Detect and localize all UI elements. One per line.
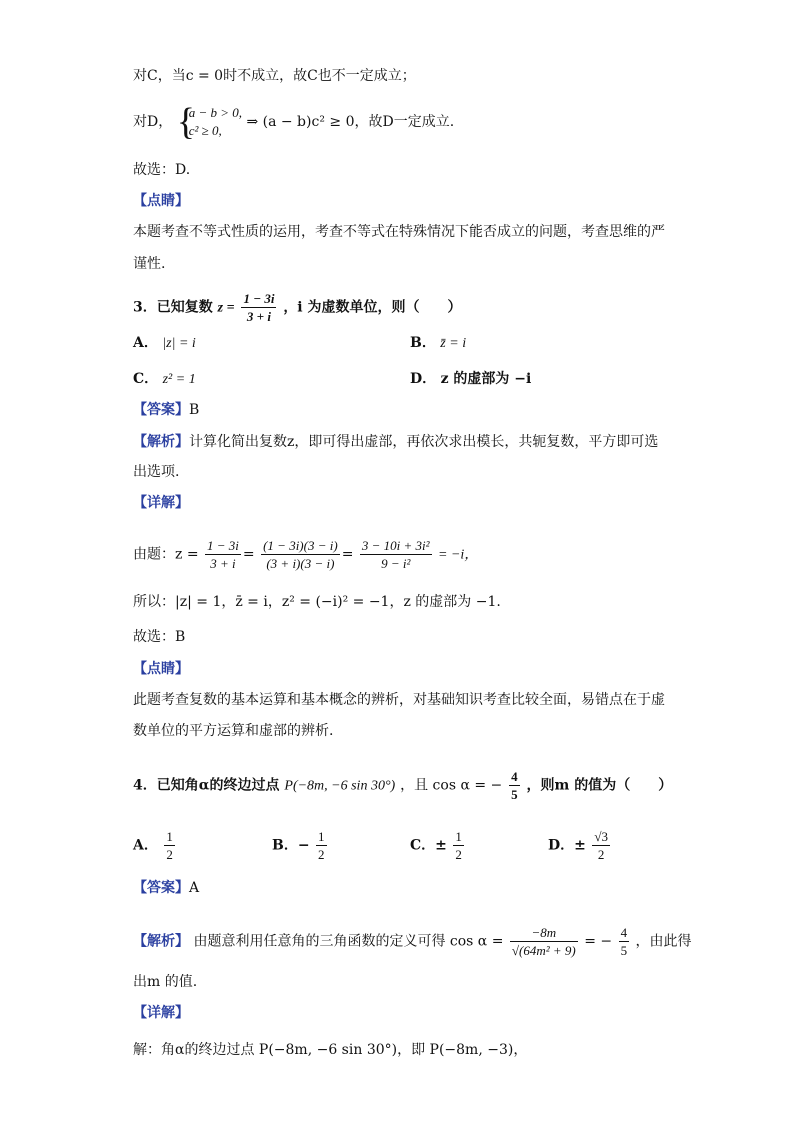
q3-tip-heading: 【点睛】 xyxy=(133,661,189,677)
q3-step1-frac-3 xyxy=(360,537,432,572)
q4-analysis-f1-num: −8m xyxy=(510,924,578,942)
q4-option-c-den: 2 xyxy=(455,847,462,862)
q3-option-c xyxy=(133,369,196,390)
inequality-system xyxy=(176,101,242,143)
q3-analysis-text-1: 计算化简出复数z，即可得出虚部，再依次求出模长，共轭复数，平方即可选 xyxy=(189,434,659,450)
q4-analysis-frac-2 xyxy=(619,924,630,959)
q3-step1-post: = −i， xyxy=(438,547,479,563)
q4-analysis-f2-den: 5 xyxy=(620,943,628,958)
q3-stem-post: ，i 为虚数单位，则（ ） xyxy=(283,299,462,316)
tip-text-2: 谨性. xyxy=(133,256,166,272)
q4-stem-fraction xyxy=(509,768,520,803)
d-prefix: 对D， xyxy=(133,114,173,130)
left-brace-icon: { xyxy=(176,101,195,143)
q4-stem-post: ，则m 的值为（ ） xyxy=(526,777,673,794)
q3-tip-2: 数单位的平方运算和虚部的辨析. xyxy=(133,723,334,739)
q4-option-b-label: B．− xyxy=(272,837,310,854)
q3-fraction xyxy=(241,290,276,325)
q3-frac-den: 3 + i xyxy=(246,309,271,324)
q3-tip-1: 此题考查复数的基本运算和基本概念的辨析，对基础知识考查比较全面，易错点在于虚 xyxy=(133,692,665,708)
d-conclusion: ⇒ (a − b)c² ≥ 0，故D一定成立. xyxy=(246,114,455,130)
q3-option-a-text: |z| = i xyxy=(162,336,196,351)
q3-option-c-label: C． xyxy=(133,371,159,387)
q4-option-b-den: 2 xyxy=(318,847,325,862)
tip-text-1: 本题考查不等式性质的运用，考查不等式在特殊情况下能否成立的问题，考查思维的严 xyxy=(133,224,665,240)
q3-step1-frac-2 xyxy=(261,537,340,572)
q3-option-a xyxy=(133,333,196,354)
q4-stem-frac-den: 5 xyxy=(511,787,518,802)
q3-step1-f1-den: 3 + i xyxy=(210,556,236,571)
q4-stem-pre: 4．已知角α的终边过点 xyxy=(133,777,280,794)
q3-answer xyxy=(133,400,199,420)
q4-option-a xyxy=(133,828,177,863)
q4-analysis-mid: = − xyxy=(584,933,613,950)
q3-frac-num: 1 − 3i xyxy=(243,291,275,306)
system-line-1: a − b > 0, xyxy=(188,105,242,120)
q4-analysis-frac-1 xyxy=(510,924,578,959)
q3-step1-f3-den: 9 − i² xyxy=(381,556,411,571)
q4-option-d xyxy=(548,828,612,863)
q3-option-d xyxy=(410,369,531,389)
q4-analysis-post: ，由此得 xyxy=(635,933,692,950)
q4-option-d-label: D．± xyxy=(548,837,586,854)
q4-option-c xyxy=(410,828,466,863)
q3-option-a-label: A． xyxy=(133,335,158,351)
q3-option-d-label: D． xyxy=(410,371,437,387)
q3-option-b-text: z̄ = i xyxy=(440,336,467,351)
q3-detail-heading: 【详解】 xyxy=(133,495,189,511)
q3-answer-tag: 【答案】 xyxy=(133,402,189,418)
q3-step1-pre: 由题：z = xyxy=(133,546,199,563)
q4-option-a-num: 1 xyxy=(166,829,173,844)
q4-option-c-num: 1 xyxy=(455,829,462,844)
q3-step-1: 由题：z = $\frac{1 - 3i}{3 + i}$ = $\frac{(1 - 3i)(3 - i)}{(3 + i)(3 - i)}$ = $\frac{\text{3 − 10i + 3i²}}{\text{9 − i²}}$ = −i， xyxy=(133,538,479,571)
q4-option-d-frac xyxy=(592,828,610,863)
q4-stem-mid: ，且 cos α = − xyxy=(400,777,503,794)
q3-option-c-text: z² = 1 xyxy=(162,372,196,387)
q4-option-d-num: √3 xyxy=(594,829,608,844)
q3-step1-f2-den: (3 + i)(3 − i) xyxy=(266,556,335,571)
q4-stem xyxy=(133,768,672,803)
q4-option-a-label: A． xyxy=(133,837,158,854)
choose-d: 故选：D. xyxy=(133,162,191,178)
text-line-d-holds xyxy=(133,101,455,143)
q4-answer-tag: 【答案】 xyxy=(133,880,189,896)
q3-analysis-1 xyxy=(133,432,658,452)
q3-analysis-2: 出选项. xyxy=(133,464,180,480)
q3-step1-f3-num: 3 − 10i + 3i² xyxy=(361,538,430,553)
q4-option-b-frac xyxy=(316,828,327,863)
q3-step1-f2-num: (1 − 3i)(3 − i) xyxy=(263,538,338,553)
q3-step1-f1-num: 1 − 3i xyxy=(207,538,239,553)
q4-answer xyxy=(133,878,199,898)
q4-analysis-2: 出m 的值. xyxy=(133,974,198,990)
q4-stem-point: P(−8m, −6 sin 30°) xyxy=(284,778,396,794)
q4-option-d-den: 2 xyxy=(597,847,605,862)
q4-option-b xyxy=(272,828,329,863)
q3-stem xyxy=(133,290,462,325)
q4-option-a-frac xyxy=(164,828,175,863)
q4-analysis-f2-num: 4 xyxy=(620,925,628,940)
q4-answer-value: A xyxy=(189,880,200,896)
q3-answer-value: B xyxy=(189,402,200,418)
q3-stem-z: z = xyxy=(217,300,235,316)
text-line-c-not-hold: 对C，当c = 0时不成立，故C也不一定成立； xyxy=(133,68,416,84)
system-line-2: c² ≥ 0, xyxy=(188,123,222,138)
q4-option-b-num: 1 xyxy=(318,829,325,844)
q4-detail-heading: 【详解】 xyxy=(133,1005,189,1021)
q3-analysis-tag: 【解析】 xyxy=(133,434,189,450)
q4-analysis-pre: 由题意利用任意角的三角函数的定义可得 cos α = xyxy=(193,933,504,950)
q4-analysis-f1-den: √(64m² + 9) xyxy=(511,943,576,958)
q3-step-2: 所以：|z| = 1，z̄ = i，z² = (−i)² = −1，z 的虚部为 −1. xyxy=(133,594,501,610)
q4-analysis-tag: 【解析】 xyxy=(133,933,189,950)
q4-option-c-frac xyxy=(453,828,464,863)
q3-stem-pre: 3．已知复数 xyxy=(133,299,213,316)
q3-option-d-text: z 的虚部为 −i xyxy=(440,371,532,387)
q4-option-c-label: C．± xyxy=(410,837,447,854)
q3-step1-frac-1 xyxy=(205,537,241,572)
q4-option-a-den: 2 xyxy=(166,847,173,862)
q3-option-b-label: B． xyxy=(410,335,436,351)
q3-option-b xyxy=(410,333,466,354)
q4-detail-1: 解：角α的终边过点 P(−8m, −6 sin 30°)，即 P(−8m, −3)， xyxy=(133,1042,528,1058)
q3-choose: 故选：B xyxy=(133,629,186,645)
tip-heading: 【点睛】 xyxy=(133,193,189,209)
q4-analysis-1 xyxy=(133,924,692,959)
q4-stem-frac-num: 4 xyxy=(511,769,518,784)
